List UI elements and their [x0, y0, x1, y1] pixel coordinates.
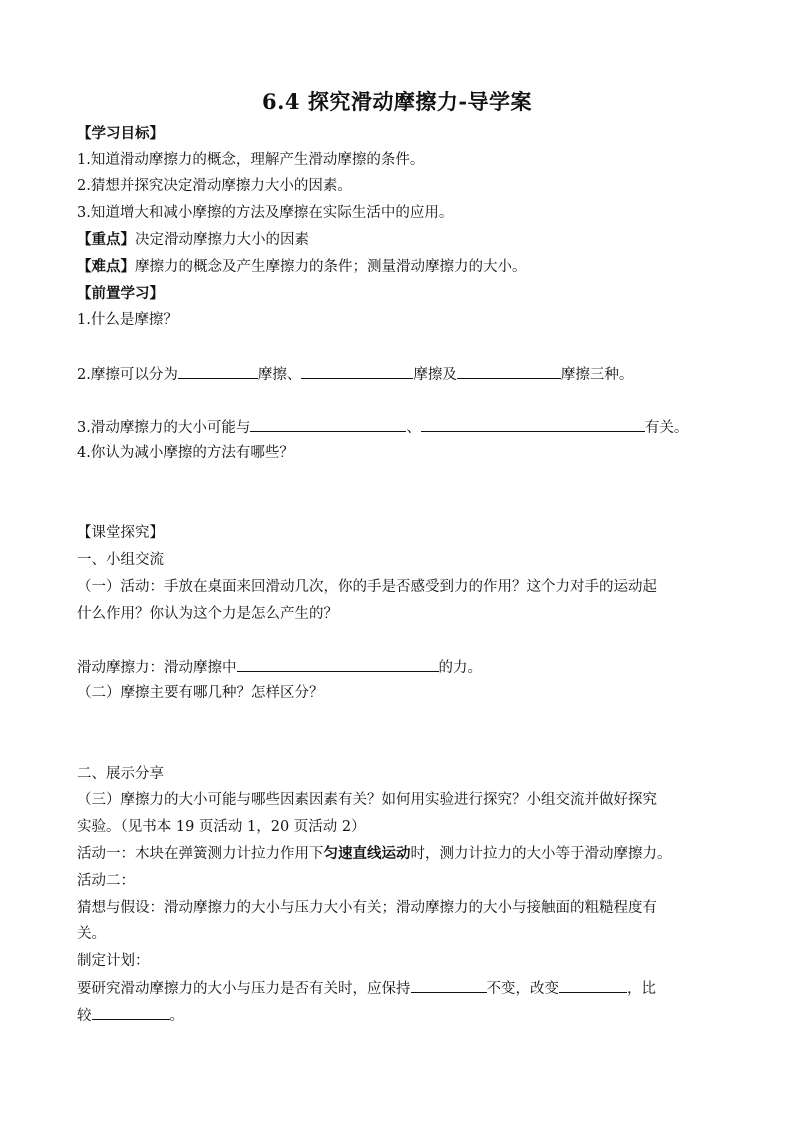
activity-one-bold: 匀速直线运动: [323, 845, 411, 862]
objectives-heading: 【学习目标】: [77, 125, 164, 142]
fill-blank[interactable]: [250, 417, 406, 432]
plan-mid2: ，比: [627, 981, 656, 997]
activity-1-line-1: （一）活动：手放在桌面来回滑动几次，你的手是否感受到力的作用？这个力对手的运动起: [77, 579, 657, 595]
plan-heading: 制定计划：: [77, 953, 150, 969]
definition-prefix: 滑动摩擦力：滑动摩擦中: [77, 660, 237, 676]
q3-suffix: 有关。: [644, 420, 689, 436]
hypothesis-line-2: 关。: [77, 926, 106, 942]
fill-blank[interactable]: [559, 978, 627, 993]
objective-item: 1.知道滑动摩擦力的概念，理解产生滑动摩擦的条件。: [77, 152, 425, 168]
definition-suffix: 的力。: [438, 660, 482, 676]
q3-prefix: 3.滑动摩擦力的大小可能与: [77, 420, 251, 436]
fill-blank[interactable]: [457, 364, 561, 379]
fill-blank[interactable]: [178, 364, 258, 379]
preview-question-4: 4.你认为减小摩擦的方法有哪些？: [77, 445, 294, 461]
plan-detail-line-2: [77, 1005, 737, 1026]
hypothesis-line-1: 猜想与假设：滑动摩擦力的大小与压力大小有关；滑动摩擦力的大小与接触面的粗糙程度有: [77, 900, 657, 916]
key-point: [77, 230, 737, 250]
difficulty-point: [77, 257, 737, 277]
plan-mid1: 不变，改变: [486, 981, 559, 997]
fill-blank[interactable]: [237, 657, 439, 672]
question-friction-types: （二）摩擦主要有哪几种？怎样区分？: [77, 685, 324, 701]
difficulty-label: 【难点】: [77, 258, 135, 275]
fill-blank[interactable]: [92, 1005, 170, 1020]
q2-prefix: 2.摩擦可以分为: [77, 367, 178, 383]
q3-mid: 、: [406, 420, 421, 436]
preview-heading: 【前置学习】: [77, 285, 164, 302]
section-group-discussion: 一、小组交流: [77, 552, 164, 568]
preview-question-2: [77, 364, 737, 385]
activity-one: [77, 844, 737, 864]
q2-suffix: 摩擦三种。: [560, 367, 634, 383]
key-point-text: 决定滑动摩擦力大小的因素: [135, 232, 309, 248]
page-title: 6.4 探究滑动摩擦力-导学案: [261, 89, 533, 114]
key-point-label: 【重点】: [77, 231, 135, 248]
objective-item: 2.猜想并探究决定滑动摩擦力大小的因素。: [77, 178, 352, 194]
section-share: 二、展示分享: [77, 766, 164, 782]
classroom-heading: 【课堂探究】: [77, 525, 164, 541]
objective-item: 3.知道增大和减小摩擦的方法及摩擦在实际生活中的应用。: [77, 205, 454, 221]
preview-question-1: 1.什么是摩擦？: [77, 312, 178, 328]
activity-one-suffix: 时，测力计拉力的大小等于滑动摩擦力。: [410, 846, 672, 862]
question-3-line-2: 实验。（见书本 19 页活动 1，20 页活动 2）: [77, 819, 366, 835]
fill-blank[interactable]: [411, 978, 487, 993]
plan-detail-line-1: [77, 978, 737, 999]
activity-one-prefix: 活动一：木块在弹簧测力计拉力作用下: [77, 846, 324, 862]
question-3-line-1: （三）摩擦力的大小可能与哪些因素因素有关？如何用实验进行探究？小组交流并做好探究: [77, 792, 657, 808]
activity-two: 活动二：: [77, 873, 135, 889]
plan-prefix: 要研究滑动摩擦力的大小与压力是否有关时，应保持: [77, 981, 411, 997]
preview-question-3: [77, 417, 737, 438]
fill-blank[interactable]: [301, 364, 413, 379]
q2-mid2: 摩擦及: [413, 367, 457, 383]
difficulty-text: 摩擦力的概念及产生摩擦力的条件；测量滑动摩擦力的大小。: [135, 259, 527, 275]
activity-1-line-2: 什么作用？你认为这个力是怎么产生的？: [77, 606, 338, 622]
plan-line2-suffix: 。: [169, 1008, 184, 1024]
sliding-friction-definition: [77, 657, 737, 678]
plan-line2-prefix: 较: [77, 1008, 92, 1024]
fill-blank[interactable]: [421, 417, 645, 432]
q2-mid1: 摩擦、: [257, 367, 302, 383]
